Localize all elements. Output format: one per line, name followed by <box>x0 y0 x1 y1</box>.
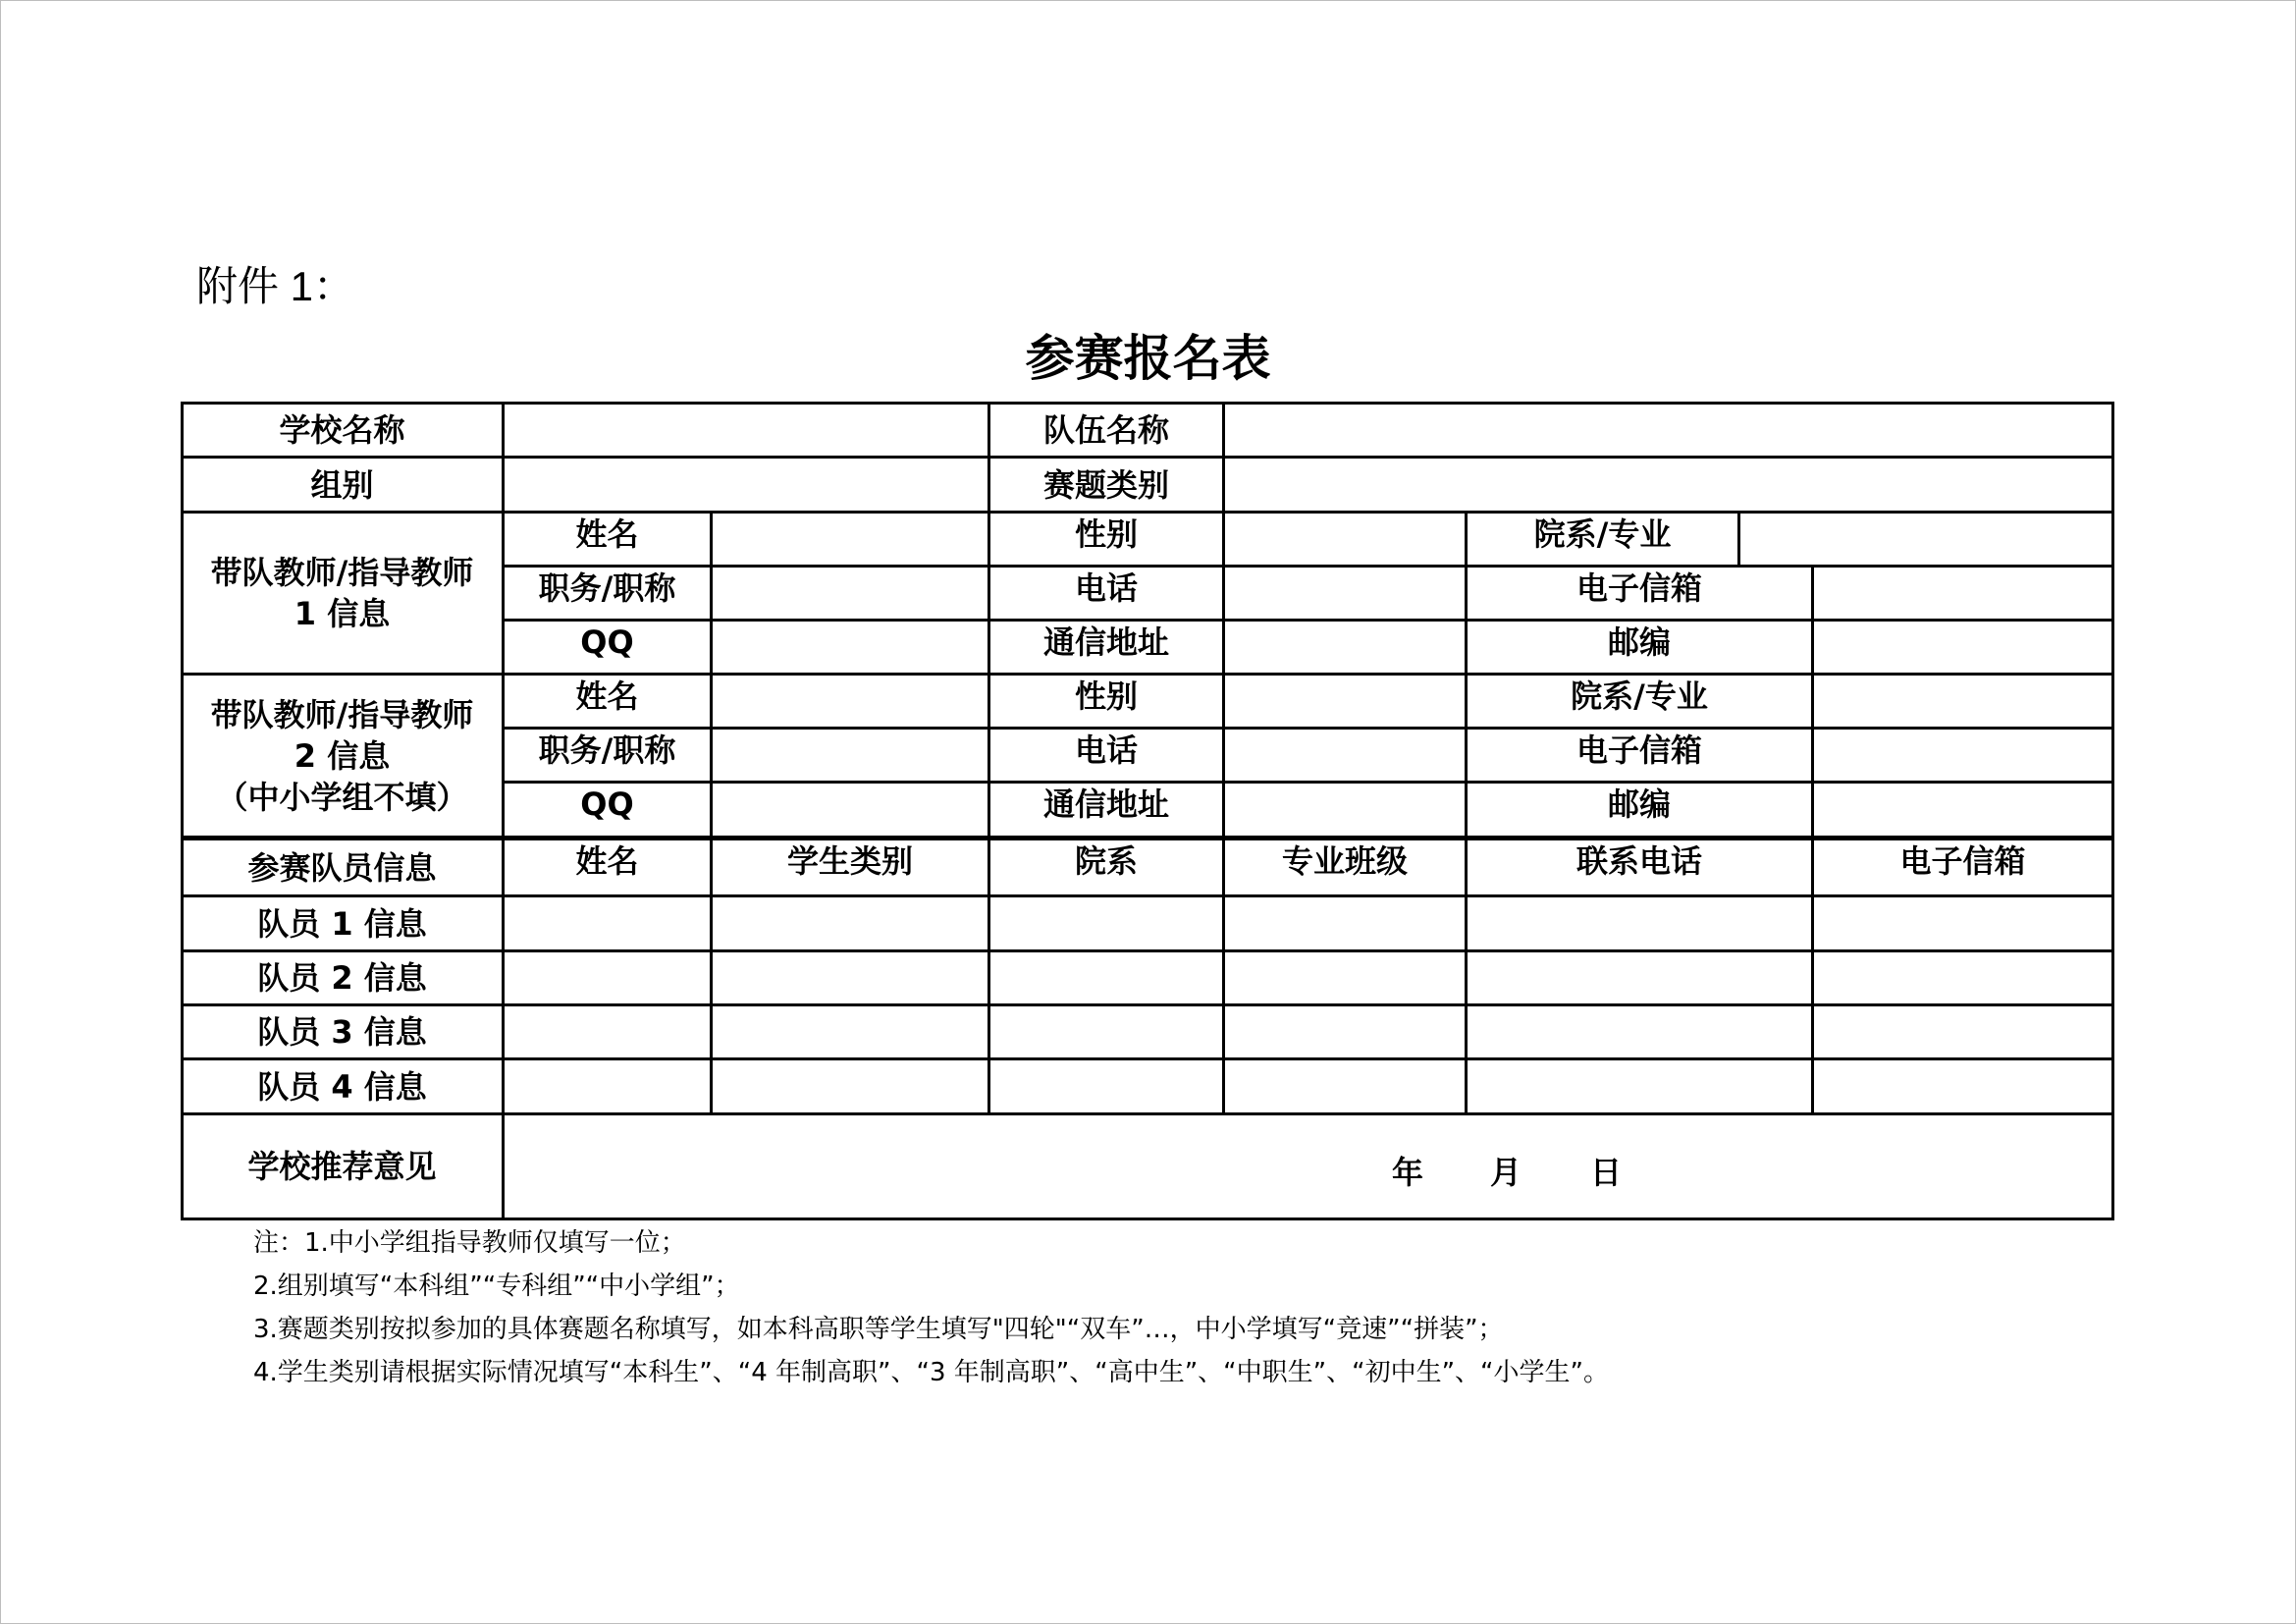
member2-label: 队员 2 信息 <box>257 959 427 997</box>
date-day-label: 日 <box>1590 1154 1623 1191</box>
note-4: 4.学生类别请根据实际情况填写“本科生”、“4 年制高职”、“3 年制高职”、“高中生”、“中职生”、“初中生”、“小学生”。 <box>253 1358 1609 1387</box>
teacher2-qq-field[interactable] <box>713 784 988 836</box>
teacher2-name-label: 姓名 <box>575 677 639 715</box>
teacher1-position-title-field[interactable] <box>713 568 988 619</box>
members-header-label: 参赛队员信息 <box>247 848 437 887</box>
teacher2-label-line1: 带队教师/指导教师 <box>210 695 474 733</box>
teacher1-gender-label: 性别 <box>1074 515 1138 553</box>
teacher1-email-label: 电子信箱 <box>1575 569 1702 607</box>
school-name-field[interactable] <box>505 405 988 456</box>
teacher2-position-title-label: 职务/职称 <box>538 731 676 769</box>
notes <box>253 1221 1609 1394</box>
members-col-phone: 联系电话 <box>1575 842 1702 880</box>
form-title: 参赛报名表 <box>1025 330 1271 387</box>
teacher2-postcode-field[interactable] <box>1814 784 2111 836</box>
note-2: 2.组别填写“本科组”“专科组”“中小学组”； <box>253 1272 740 1301</box>
members-col-email: 电子信箱 <box>1899 842 2026 880</box>
teacher1-position-title-label: 职务/职称 <box>538 569 676 607</box>
teacher2-label-line2: 2 信息 <box>294 736 391 775</box>
teacher1-phone-field[interactable] <box>1225 568 1465 619</box>
teacher1-name-field[interactable] <box>713 514 988 565</box>
teacher2-name-field[interactable] <box>713 676 988 727</box>
date-month-label: 月 <box>1490 1154 1522 1191</box>
teacher1-email-field[interactable] <box>1814 568 2111 619</box>
teacher2-phone-field[interactable] <box>1225 730 1465 781</box>
group-label: 组别 <box>310 465 374 504</box>
note-3: 3.赛题类别按拟参加的具体赛题名称填写，如本科高职等学生填写"四轮"“双车”…，中小学填写“竞速”“拼装”； <box>253 1315 1504 1344</box>
member1-label: 队员 1 信息 <box>257 904 427 943</box>
teacher1-qq-label: QQ <box>580 623 634 661</box>
teacher1-address-field[interactable] <box>1225 622 1465 673</box>
members-col-major-class: 专业班级 <box>1281 842 1408 880</box>
members-col-department: 院系 <box>1074 842 1138 880</box>
teacher2-position-title-field[interactable] <box>713 730 988 781</box>
teacher1-gender-field[interactable] <box>1225 514 1465 565</box>
recommendation-label: 学校推荐意见 <box>247 1148 437 1185</box>
group-field[interactable] <box>505 459 988 511</box>
teacher2-email-label: 电子信箱 <box>1575 731 1702 769</box>
team-name-field[interactable] <box>1225 405 2111 456</box>
teacher1-phone-label: 电话 <box>1074 569 1138 607</box>
teacher2-phone-label: 电话 <box>1074 731 1138 769</box>
members-col-student-type: 学生类别 <box>786 842 913 880</box>
team-name-label: 队伍名称 <box>1042 411 1169 449</box>
teacher2-qq-label: QQ <box>580 785 634 823</box>
teacher2-address-label: 通信地址 <box>1042 785 1169 823</box>
teacher1-label-line2: 1 信息 <box>294 595 391 632</box>
teacher1-address-label: 通信地址 <box>1042 623 1169 661</box>
teacher1-postcode-label: 邮编 <box>1607 623 1671 661</box>
teacher2-label-line3: （中小学组不填） <box>216 778 468 816</box>
teacher1-label-line1: 带队教师/指导教师 <box>210 554 474 591</box>
note-1: 注：1.中小学组指导教师仅填写一位； <box>253 1228 686 1258</box>
teacher2-gender-field[interactable] <box>1225 676 1465 727</box>
teacher1-qq-field[interactable] <box>713 622 988 673</box>
teacher2-department-major-field[interactable] <box>1814 676 2111 727</box>
date-year-label: 年 <box>1392 1154 1424 1191</box>
teacher2-label <box>183 676 502 836</box>
teacher2-email-field[interactable] <box>1814 730 2111 781</box>
teacher2-department-major-label: 院系/专业 <box>1571 677 1708 715</box>
member3-label: 队员 3 信息 <box>257 1013 427 1051</box>
teacher1-department-major-label: 院系/专业 <box>1533 515 1672 553</box>
teacher2-gender-label: 性别 <box>1074 677 1138 715</box>
topic-category-field[interactable] <box>1225 459 2111 511</box>
teacher1-name-label: 姓名 <box>575 515 639 553</box>
topic-category-label: 赛题类别 <box>1042 465 1169 504</box>
member4-label: 队员 4 信息 <box>257 1067 427 1106</box>
members-col-name: 姓名 <box>575 842 639 880</box>
teacher1-label <box>183 514 502 673</box>
teacher1-postcode-field[interactable] <box>1814 622 2111 673</box>
teacher1-department-major-field[interactable] <box>1740 514 2111 565</box>
teacher2-postcode-label: 邮编 <box>1607 785 1671 823</box>
recommendation-field[interactable] <box>505 1115 2111 1218</box>
school-name-label: 学校名称 <box>279 411 405 449</box>
teacher2-address-field[interactable] <box>1225 784 1465 836</box>
attachment-label: 附件 1： <box>196 263 355 309</box>
